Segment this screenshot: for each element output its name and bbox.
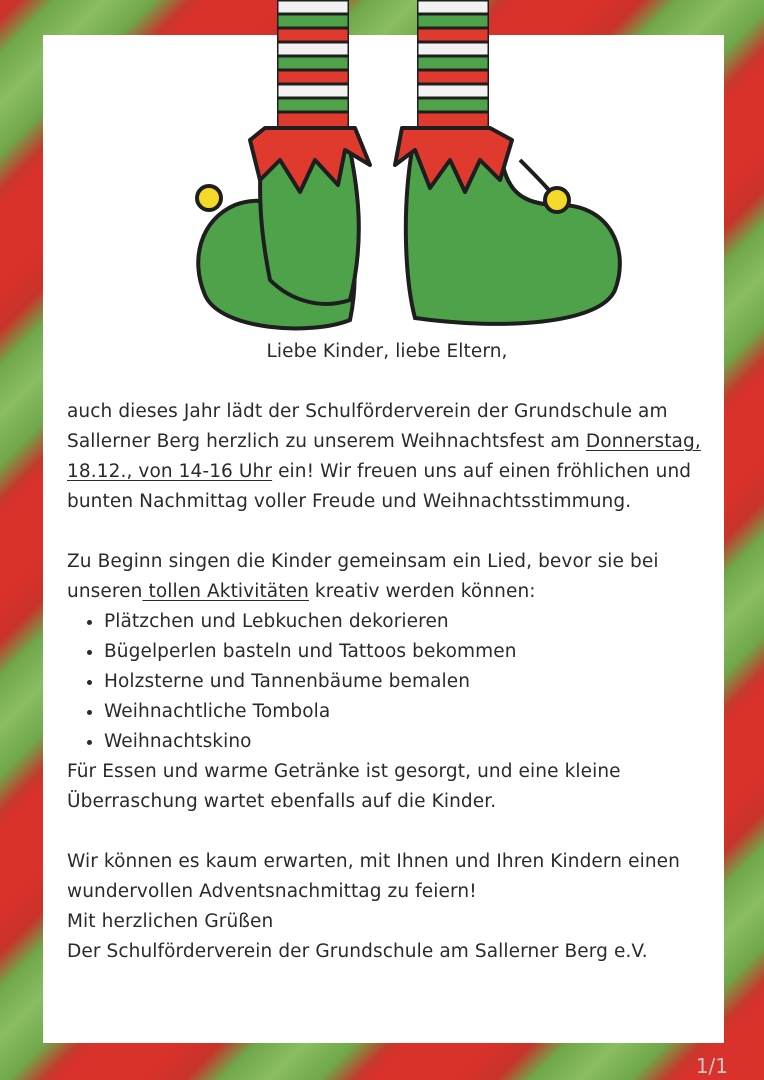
activities-intro-end: kreativ werden können: (308, 581, 536, 602)
left-elf-shoe (197, 128, 370, 328)
list-item: • Weihnachtliche Tombola (104, 697, 717, 727)
closing-greeting: Mit herzlichen Grüßen (67, 911, 274, 932)
activities-intro: Zu Beginn singen die Kinder gemeinsam ein Lied, bevor sie bei unseren (67, 551, 659, 602)
page-indicator: 1/1 (695, 1054, 728, 1078)
right-elf-leg (417, 0, 489, 130)
activities-list (67, 607, 717, 757)
intro-text-end: ein! Wir freuen uns auf einen fröhlichen und bunten Nachmittag voller Freude und Weihnachtsstimmung. (67, 461, 692, 512)
list-item: • Plätzchen und Lebkuchen dekorieren (104, 607, 717, 637)
intro-text: auch dieses Jahr lädt der Schulförderverein der Grundschule am Sallerner Berg herzlich zu unserem Weihnachtsfest am (67, 401, 668, 452)
list-item: • Holzsterne und Tannenbäume bemalen (104, 667, 717, 697)
list-item: • Weihnachtskino (104, 727, 717, 757)
greeting: Liebe Kinder, liebe Eltern, (266, 341, 508, 362)
elf-feet-illustration (140, 0, 640, 336)
list-item: • Bügelperlen basteln und Tattoos bekommen (104, 637, 717, 667)
activities-paragraph (67, 547, 717, 607)
letter-body (67, 337, 717, 967)
right-elf-shoe (395, 128, 620, 324)
event-date: Donnerstag, 18.12., von 14-16 Uhr (67, 431, 701, 482)
intro-paragraph (67, 397, 717, 517)
activities-highlight: tollen Aktivitäten (142, 581, 309, 602)
signature: Der Schulförderverein der Grundschule am Sallerner Berg e.V. (67, 941, 648, 962)
closing-paragraph: Wir können es kaum erwarten, mit Ihnen und Ihren Kindern einen wundervollen Adventsnachmittag zu feiern! (67, 851, 680, 902)
food-paragraph: Für Essen und warme Getränke ist gesorgt, und eine kleine Überraschung wartet ebenfalls auf die Kinder. (67, 761, 621, 812)
left-elf-leg (277, 0, 349, 130)
